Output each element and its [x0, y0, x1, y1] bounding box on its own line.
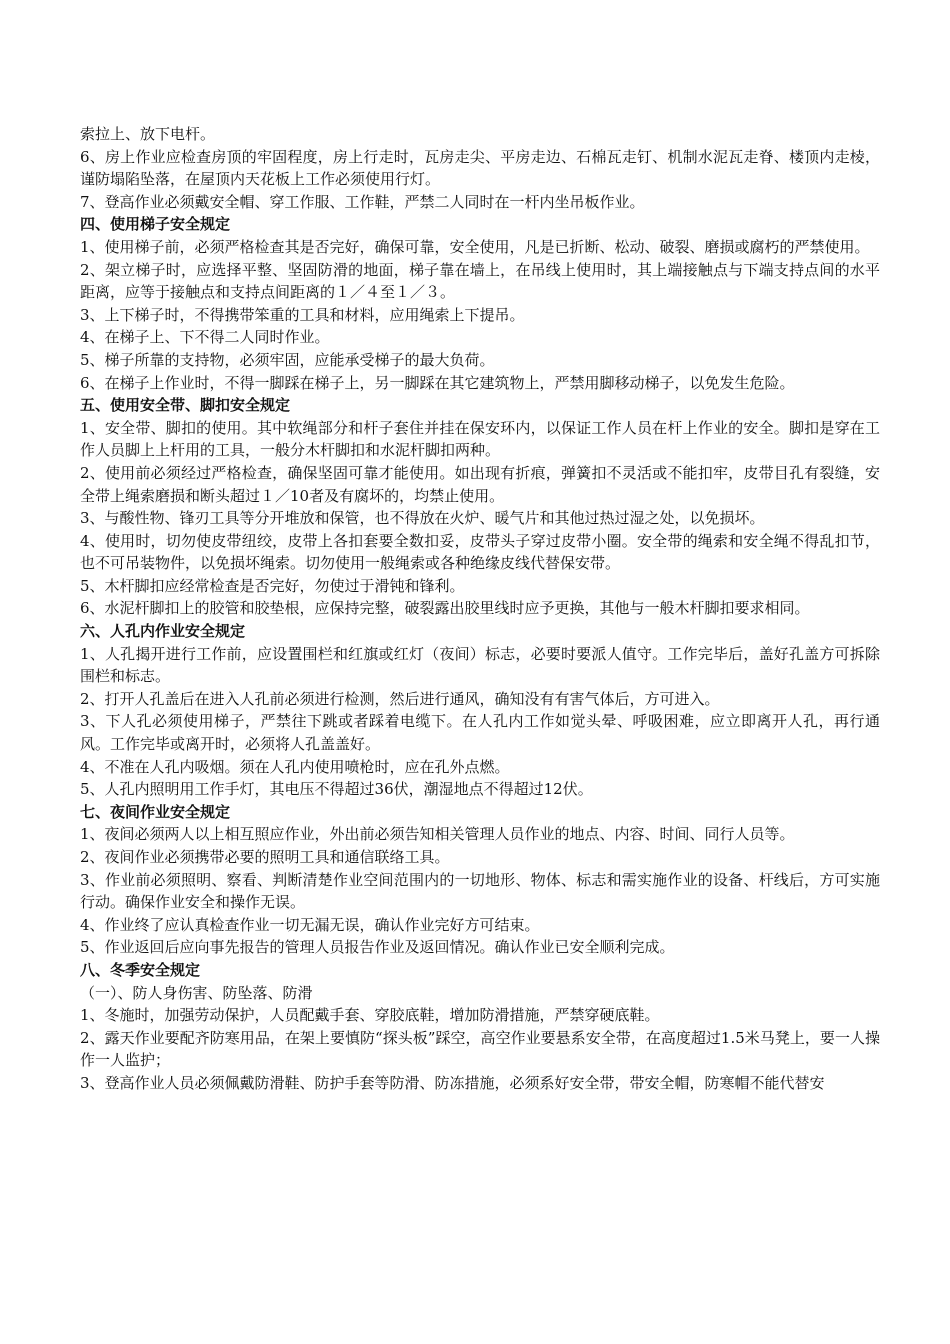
paragraph: 4、使用时，切勿使皮带纽绞，皮带上各扣套要全数扣妥，皮带头子穿过皮带小圈。安全带的绳索和安全绳不得乱扣节，也不可吊装物件，以免损坏绳索。切勿使用一般绳索或各种绝缘皮线代替保安带。 [80, 531, 880, 573]
paragraph: 3、作业前必须照明、察看、判断清楚作业空间范围内的一切地形、物体、标志和需实施作业的设备、杆线后，方可实施行动。确保作业安全和操作无误。 [80, 870, 880, 912]
paragraph: 1、人孔揭开进行工作前，应设置围栏和红旗或红灯（夜间）标志，必要时要派人值守。工作完毕后，盖好孔盖方可拆除围栏和标志。 [80, 644, 880, 686]
paragraph: 2、架立梯子时，应选择平整、坚固防滑的地面，梯子靠在墙上，在吊线上使用时，其上端接触点与下端支持点间的水平距离，应等于接触点和支持点间距离的１／４至１／３。 [80, 260, 880, 302]
section-heading: 六、人孔内作业安全规定 [80, 622, 246, 641]
paragraph: 1、安全带、脚扣的使用。其中软绳部分和杆子套住并挂在保安环内，以保证工作人员在杆上作业的安全。脚扣是穿在工作人员脚上上杆用的工具，一般分木杆脚扣和水泥杆脚扣两种。 [80, 418, 880, 460]
paragraph: 3、上下梯子时，不得携带笨重的工具和材料，应用绳索上下提吊。 [80, 305, 525, 324]
paragraph: 5、梯子所靠的支持物，必须牢固，应能承受梯子的最大负荷。 [80, 350, 495, 369]
paragraph: 5、作业返回后应向事先报告的管理人员报告作业及返回情况。确认作业已安全顺利完成。 [80, 938, 675, 957]
paragraph: 6、在梯子上作业时，不得一脚踩在梯子上，另一脚踩在其它建筑物上，严禁用脚移动梯子，以免发生危险。 [80, 373, 795, 392]
section-heading: 四、使用梯子安全规定 [80, 215, 231, 234]
paragraph: 3、下人孔必须使用梯子，严禁往下跳或者踩着电缆下。在人孔内工作如觉头晕、呼吸困难，应立即离开人孔，再行通风。工作完毕或离开时，必须将人孔盖盖好。 [80, 712, 880, 754]
paragraph: 5、木杆脚扣应经常检查是否完好，勿使过于滑钝和锋利。 [80, 576, 465, 595]
paragraph: 5、人孔内照明用工作手灯，其电压不得超过36伏，潮湿地点不得超过12伏。 [80, 780, 593, 799]
paragraph: 3、与酸性物、锋刃工具等分开堆放和保管，也不得放在火炉、暖气片和其他过热过湿之处，以免损坏。 [80, 509, 765, 528]
paragraph: 2、夜间作业必须携带必要的照明工具和通信联络工具。 [80, 848, 450, 866]
section-heading: 五、使用安全带、脚扣安全规定 [80, 396, 291, 415]
paragraph: 7、登高作业必须戴安全帽、穿工作服、工作鞋，严禁二人同时在一杆内坐吊板作业。 [80, 192, 645, 211]
paragraph: 2、使用前必须经过严格检查，确保坚固可靠才能使用。如出现有折痕，弹簧扣不灵活或不能扣牢，皮带目孔有裂缝，安全带上绳索磨损和断头超过１／10者及有腐坏的，均禁止使用。 [80, 463, 880, 505]
section-heading: 八、冬季安全规定 [80, 960, 201, 979]
document-body [80, 123, 880, 1095]
paragraph: 1、使用梯子前，必须严格检查其是否完好，确保可靠，安全使用，凡是已折断、松动、破裂、磨损或腐朽的严禁使用。 [80, 237, 870, 256]
paragraph: 4、作业终了应认真检查作业一切无漏无误，确认作业完好方可结束。 [80, 915, 540, 934]
paragraph: 索拉上、放下电杆。 [80, 125, 216, 143]
section-heading: 七、夜间作业安全规定 [80, 802, 231, 821]
paragraph: 1、夜间必须两人以上相互照应作业，外出前必须告知相关管理人员作业的地点、内容、时间、同行人员等。 [80, 825, 795, 844]
paragraph: 4、在梯子上、下不得二人同时作业。 [80, 328, 330, 347]
paragraph: 2、露天作业要配齐防寒用品，在架上要慎防“探头板”踩空，高空作业要悬系安全带，在高度超过1.5米马凳上，要一人操作一人监护； [80, 1028, 880, 1070]
paragraph: 1、冬施时，加强劳动保护，人员配戴手套、穿胶底鞋，增加防滑措施，严禁穿硬底鞋。 [80, 1006, 660, 1025]
paragraph: 2、打开人孔盖后在进入人孔前必须进行检测，然后进行通风，确知没有有害气体后，方可进入。 [80, 689, 720, 708]
paragraph: 3、登高作业人员必须佩戴防滑鞋、防护手套等防滑、防冻措施，必须系好安全带，带安全帽，防寒帽不能代替安 [80, 1073, 825, 1092]
paragraph: 6、水泥杆脚扣上的胶管和胶垫根，应保持完整，破裂露出胶里线时应予更换，其他与一般木杆脚扣要求相同。 [80, 599, 810, 618]
subsection-heading: （一）、防人身伤害、防坠落、防滑 [80, 983, 313, 1002]
paragraph: 6、房上作业应检查房顶的牢固程度，房上行走时，瓦房走尖、平房走边、石棉瓦走钉、机制水泥瓦走脊、楼顶内走棱，谨防塌陷坠落，在屋顶内天花板上工作必须使用行灯。 [80, 147, 880, 189]
paragraph: 4、不准在人孔内吸烟。须在人孔内使用喷枪时，应在孔外点燃。 [80, 757, 510, 776]
